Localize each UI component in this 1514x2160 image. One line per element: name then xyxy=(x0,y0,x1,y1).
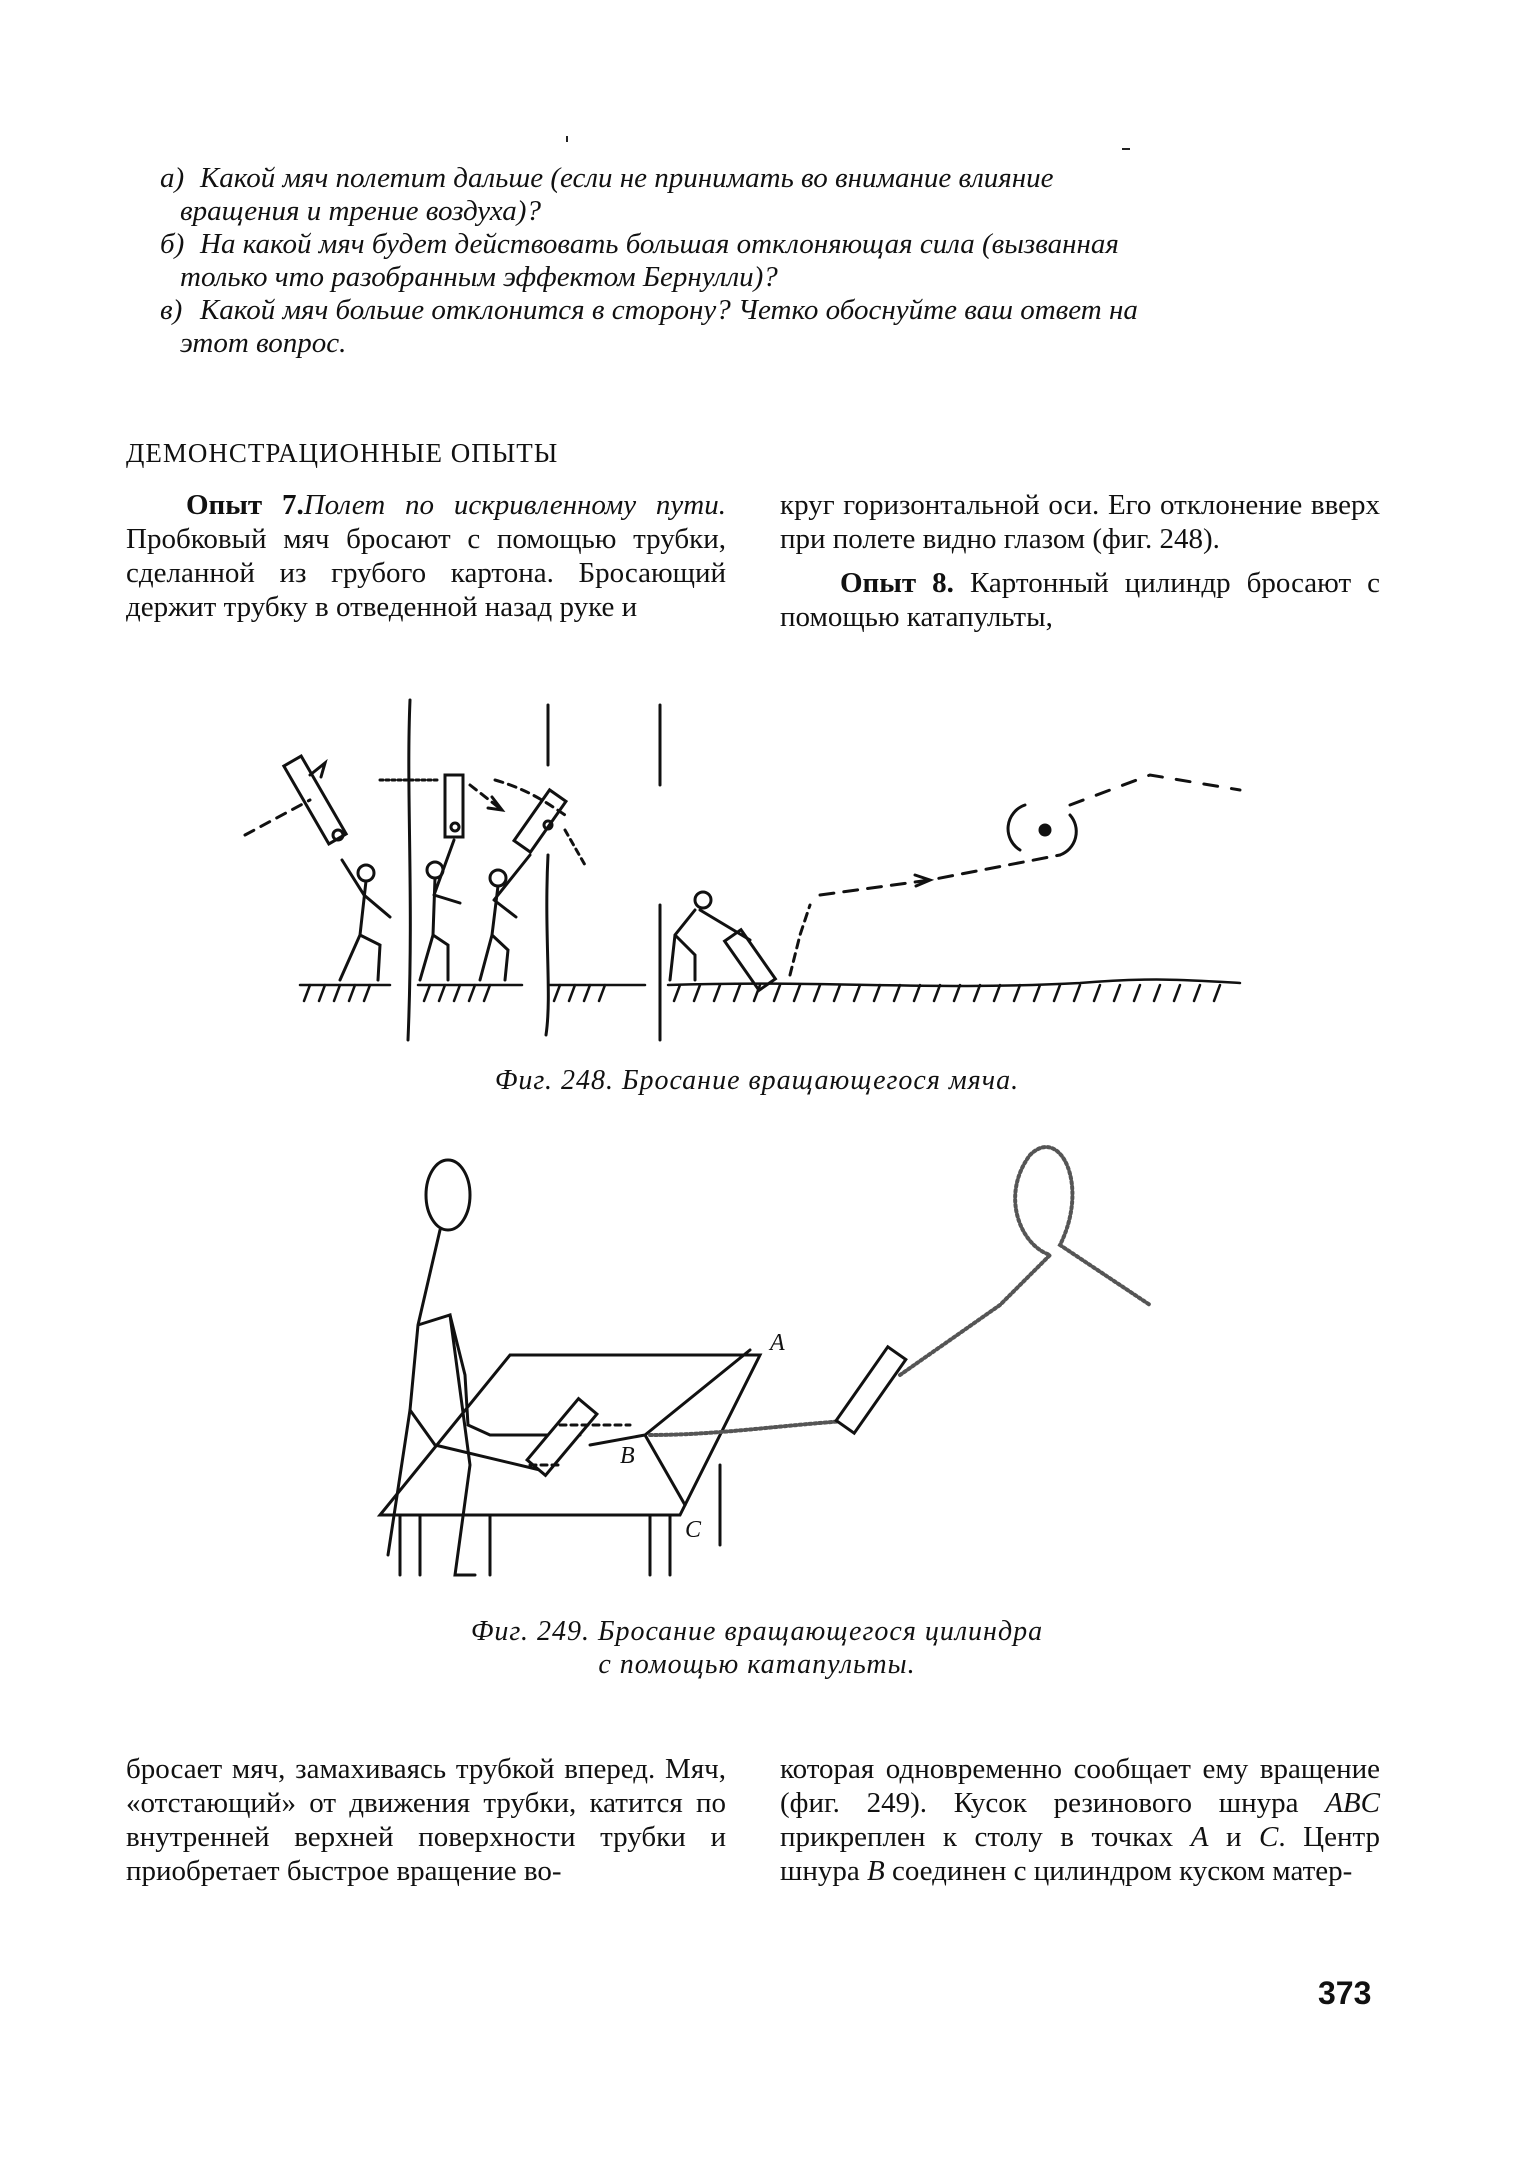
scan-speck xyxy=(566,136,568,142)
cylinder-on-table xyxy=(527,1399,630,1476)
text-span: прикреплен к столу в точках xyxy=(780,1821,1174,1853)
label-b-inline: B xyxy=(866,1855,885,1887)
figure-248 xyxy=(230,695,1290,1045)
figure-249-caption-line2: с помощью катапульты. xyxy=(598,1649,916,1680)
text-span: . Центр шнура xyxy=(780,1821,1380,1887)
bottom-right-paragraph xyxy=(780,1752,1380,1888)
experiment-7-subtitle: Полет по искривленному пути. xyxy=(303,489,726,521)
label-c-inline: C xyxy=(1259,1821,1279,1853)
bottom-left-text: бросает мяч, замахиваясь трубкой вперед. Мяч, «отстающий» от движения трубки, катится по внутренней верхней поверхности трубки и приобретает быстрое вращение во- xyxy=(126,1753,726,1887)
experiment-7-title: Опыт 7. xyxy=(186,489,304,521)
question-label: а) xyxy=(160,162,185,194)
experiment-7-paragraph xyxy=(126,488,726,624)
figure-249-caption-line1: Фиг. 249. Бросание вращающегося цилиндра xyxy=(470,1616,1044,1647)
text-span: соединен с цилиндром куском матер- xyxy=(891,1855,1353,1887)
question-text: Какой мяч полетит дальше (если не принимать во внимание влияние xyxy=(200,162,1054,194)
label-a-inline: A xyxy=(1190,1821,1209,1853)
thrower-figure-1 xyxy=(245,756,390,980)
rubber-cord-abc xyxy=(590,1350,750,1505)
continuation-text: круг горизонтальной оси. Его отклонение вверх при полете видно глазом (фиг. 248). xyxy=(780,489,1380,555)
thrower-figure-2 xyxy=(380,775,502,980)
flying-cylinder xyxy=(836,1347,906,1433)
experiment-8-text: Картонный цилиндр бросают с помощью катапульты, xyxy=(780,567,1381,633)
experiment-8-title: Опыт 8. xyxy=(840,567,954,599)
question-a xyxy=(160,162,1378,228)
label-a: A xyxy=(770,1330,785,1356)
text-span: которая одновременно сообщает ему вращение (фиг. 249). Кусок резинового шнура xyxy=(780,1753,1380,1819)
question-text-cont: только что разобранным эффектом Бернулли)? xyxy=(180,261,778,293)
frame-divider xyxy=(546,705,548,1035)
section-heading: ДЕМОНСТРАЦИОННЫЕ ОПЫТЫ xyxy=(126,438,559,468)
question-text-cont: этот вопрос. xyxy=(180,327,347,359)
question-b xyxy=(160,228,1378,294)
flight-path xyxy=(650,1147,1150,1435)
experiment-7-text: Пробковый мяч бросают с помощью трубки, сделанной из грубого картона. Бросающий держит трубку в отведенной назад руке и xyxy=(126,523,726,623)
figure-248-caption: Фиг. 248. Бросание вращающегося мяча. xyxy=(494,1065,1020,1096)
question-text-cont: вращения и трение воздуха)? xyxy=(180,195,541,227)
label-b: B xyxy=(620,1443,635,1469)
question-label: в) xyxy=(160,294,183,326)
thrower-figure-4 xyxy=(670,775,1240,990)
bottom-left-paragraph xyxy=(126,1752,726,1888)
figure-249-caption xyxy=(0,1615,1514,1681)
question-text: На какой мяч будет действовать большая отклоняющая сила (вызванная xyxy=(200,228,1119,260)
right-column-top xyxy=(780,488,1380,634)
question-text: Какой мяч больше отклонится в сторону? Четко обоснуйте ваш ответ на xyxy=(200,294,1138,326)
text-span: и xyxy=(1225,1821,1242,1853)
frame-divider xyxy=(408,700,410,1040)
figure-249 xyxy=(300,1135,1320,1595)
question-label: б) xyxy=(160,228,185,260)
scan-speck xyxy=(1122,148,1130,150)
label-c: C xyxy=(685,1517,702,1543)
question-c xyxy=(160,294,1378,360)
label-abc: ABC xyxy=(1325,1787,1380,1819)
page-number: 373 xyxy=(1318,1975,1372,2011)
seated-person xyxy=(388,1160,580,1575)
